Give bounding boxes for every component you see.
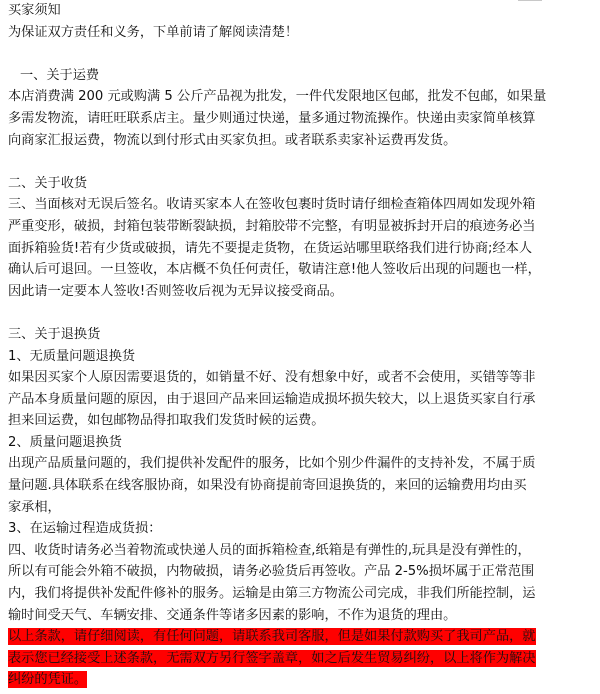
- returns-sub1-heading: 1、无质量问题退换货: [8, 348, 136, 364]
- returns-sub1-line: 产品本身质量问题的原因，由于退回产品来回运输造成损坏损失较大，以上退货买家自行承: [8, 391, 536, 407]
- section-receiving-line: 因此请一定要本人签收!否则签收后视为无异议接受商品。: [8, 283, 343, 299]
- returns-sub1-line: 担来回运费，如包邮物品得扣取我们发货时候的运费。: [8, 413, 325, 429]
- buyer-notice-document: [8, 0, 594, 691]
- returns-sub2-line: 家承相，: [8, 499, 61, 515]
- returns-sub1-line: 如果因买家个人原因需要退货的，如销量不好、没有想象中好，或者不会使用，买错等等非: [8, 370, 536, 386]
- returns-sub2-line: 出现产品质量问题的，我们提供补发配件的服务，比如个别少件漏件的支持补发，不属于质: [8, 456, 536, 472]
- section-shipping-heading: 一、关于运费: [20, 67, 100, 83]
- spacer: [8, 43, 594, 65]
- highlighted-terms-line: [8, 626, 594, 648]
- section-shipping-line: 本店消费满 200 元或购满 5 公斤产品视为批发，一件代发限地区包邮，批发不包邮，如果量: [8, 89, 547, 105]
- section-shipping-line: 多需发物流，请旺旺联系店主。量少则通过快递，量多通过物流操作。快递由卖家简单核算: [8, 110, 536, 126]
- section-receiving-heading: 二、关于收货: [8, 175, 88, 191]
- notice-intro: 为保证双方责任和义务，下单前请了解阅读清楚！: [8, 24, 299, 40]
- highlighted-terms-line: [8, 648, 594, 670]
- section-receiving-line: 面拆箱验货!若有少货或破损，请先不要提走货物，在货运站哪里联络我们进行协商;经本人: [8, 240, 533, 256]
- returns-sub3-line: 所以有可能会外箱不破损，内物破损，请务必验货后再签收。产品 2-5%损坏属于正常范围: [8, 564, 535, 580]
- highlighted-text: 表示您已经接受上述条款，无需双方另行签字盖章，如之后发生贸易纠纷，以上将作为解决: [8, 650, 536, 666]
- returns-sub3-heading: 3、在运输过程造成货损：: [8, 521, 162, 537]
- spacer: [8, 302, 594, 324]
- returns-sub3-line: 输时间受天气、车辆安排、交通条件等诸多因素的影响，不作为退货的理由。: [8, 607, 457, 623]
- returns-sub3-line: 内，我们将提供补发配件修补的服务。运输是由第三方物流公司完成，非我们所能控制，运: [8, 586, 536, 602]
- section-shipping-line: 向商家汇报运费，物流以到付形式由买家负担。或者联系卖家补运费再发货。: [8, 132, 457, 148]
- section-receiving-line: 严重变形，破损，封箱包装带断裂缺损，封箱胶带不完整，有明显被拆封开启的痕迹务必当: [8, 218, 536, 234]
- spacer: [8, 151, 594, 173]
- section-receiving-line: 确认后可退回。一旦签收，本店概不负任何责任，敬请注意!他人签收后出现的问题也一样，: [8, 262, 541, 278]
- highlighted-text: 以上条款，请仔细阅读，有任何问题，请联系我司客服，但是如果付款购买了我司产品，就: [8, 629, 536, 645]
- section-receiving-line: 三、当面核对无误后签名。收请买家本人在签收包裹时货时请仔细检查箱体四周如发现外箱: [8, 197, 536, 213]
- returns-sub2-line: 量问题.具体联系在线客服协商，如果没有协商提前寄回退换货的，来回的运输费用均由买: [8, 478, 527, 494]
- returns-sub3-line: 四、收货时请务必当着物流或快递人员的面拆箱检查,纸箱是有弹性的,玩具是没有弹性的，: [8, 542, 531, 558]
- section-returns-heading: 三、关于退换货: [8, 326, 101, 342]
- returns-sub2-heading: 2、质量问题退换货: [8, 434, 122, 450]
- highlighted-terms-line: [8, 669, 594, 691]
- notice-title: 买家须知: [8, 3, 61, 18]
- highlighted-text: 纠纷的凭证。: [8, 672, 88, 688]
